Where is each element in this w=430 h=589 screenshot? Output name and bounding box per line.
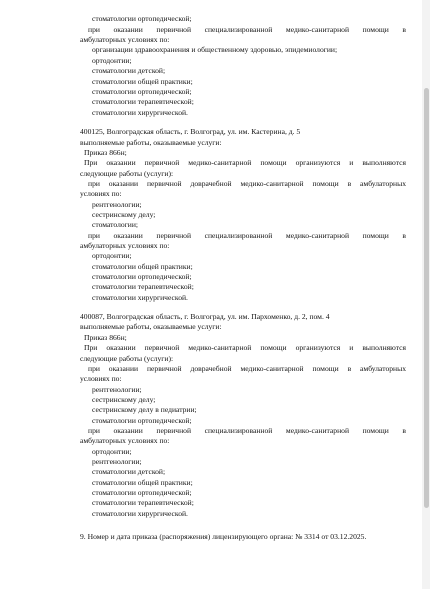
list-item: стоматологии общей практики; [92, 262, 193, 271]
dovr-intro-line: при оказании первичной доврачебной медико-санитарной помощи в амбулаторных [88, 179, 406, 188]
scrollbar-thumb[interactable] [424, 88, 429, 508]
list-item: стоматологии терапевтической; [92, 498, 194, 507]
dovr-intro-line: условиях по: [80, 374, 122, 383]
list-item: сестринскому делу; [92, 210, 156, 219]
list-item: стоматологии хирургической. [92, 293, 188, 302]
dovr-intro-line: при оказании первичной доврачебной медико-санитарной помощи в амбулаторных [88, 364, 406, 373]
list-item: стоматологии ортопедической; [92, 416, 192, 425]
list-item: стоматологии терапевтической; [92, 282, 194, 291]
spec-intro-line: амбулаторных условиях по: [80, 436, 170, 445]
list-item: рентгенологии; [92, 385, 142, 394]
list-item: стоматологии ортопедической; [92, 14, 192, 23]
list-item: стоматологии детской; [92, 467, 166, 476]
list-item: ортодонтии; [92, 251, 132, 260]
intro-line: следующие работы (услуги): [80, 354, 174, 363]
list-item: стоматологии общей практики; [92, 478, 193, 487]
list-item: рентгенологии; [92, 457, 142, 466]
spec-intro-line: при оказании первичной специализированной медико-санитарной помощи в [88, 426, 406, 435]
list-item: стоматологии общей практики; [92, 77, 193, 86]
list-item: стоматологии хирургической. [92, 509, 188, 518]
list-item: стоматологии ортопедической; [92, 87, 192, 96]
dovr-intro-line: условиях по: [80, 189, 122, 198]
works-label: выполняемые работы, оказываемые услуги: [80, 322, 222, 331]
works-label: выполняемые работы, оказываемые услуги: [80, 138, 222, 147]
list-item: рентгенологии; [92, 200, 142, 209]
order-line: Приказ 866н; [84, 148, 127, 157]
address-line: 400125, Волгоградская область, г. Волгоград, ул. им. Кастерина, д. 5 [80, 127, 301, 136]
list-item: стоматологии ортопедической; [92, 272, 192, 281]
spec-intro-line: при оказании первичной специализированной медико-санитарной помощи в [88, 25, 406, 34]
list-item: стоматологии ортопедической; [92, 488, 192, 497]
list-item: стоматологии детской; [92, 66, 166, 75]
order-line: Приказ 866н; [84, 333, 127, 342]
scrollbar[interactable] [422, 0, 430, 589]
list-item: стоматологии хирургической. [92, 108, 188, 117]
list-item: стоматологии; [92, 220, 139, 229]
spec-intro-line: при оказании первичной специализированной медико-санитарной помощи в [88, 231, 406, 240]
list-item: сестринскому делу в педиатрии; [92, 405, 197, 414]
address-line: 400087, Волгоградская область, г. Волгоград, ул. им. Пархоменко, д. 2, пом. 4 [80, 312, 330, 321]
list-item: стоматологии терапевтической; [92, 97, 194, 106]
list-item: организации здравоохранения и общественному здоровью, эпидемиологии; [92, 45, 338, 54]
list-item: ортодонтии; [92, 56, 132, 65]
order-number-line: 9. Номер и дата приказа (распоряжения) лицензирующего органа: № 3314 от 03.12.2025. [80, 532, 367, 541]
spec-intro-line: амбулаторных условиях по: [80, 35, 170, 44]
intro-line: При оказании первичной медико-санитарной помощи организуются и выполняются [84, 343, 406, 352]
spec-intro-line: амбулаторных условиях по: [80, 241, 170, 250]
list-item: сестринскому делу; [92, 395, 156, 404]
intro-line: При оказании первичной медико-санитарной помощи организуются и выполняются [84, 158, 406, 167]
intro-line: следующие работы (услуги): [80, 169, 174, 178]
list-item: ортодонтии; [92, 447, 132, 456]
